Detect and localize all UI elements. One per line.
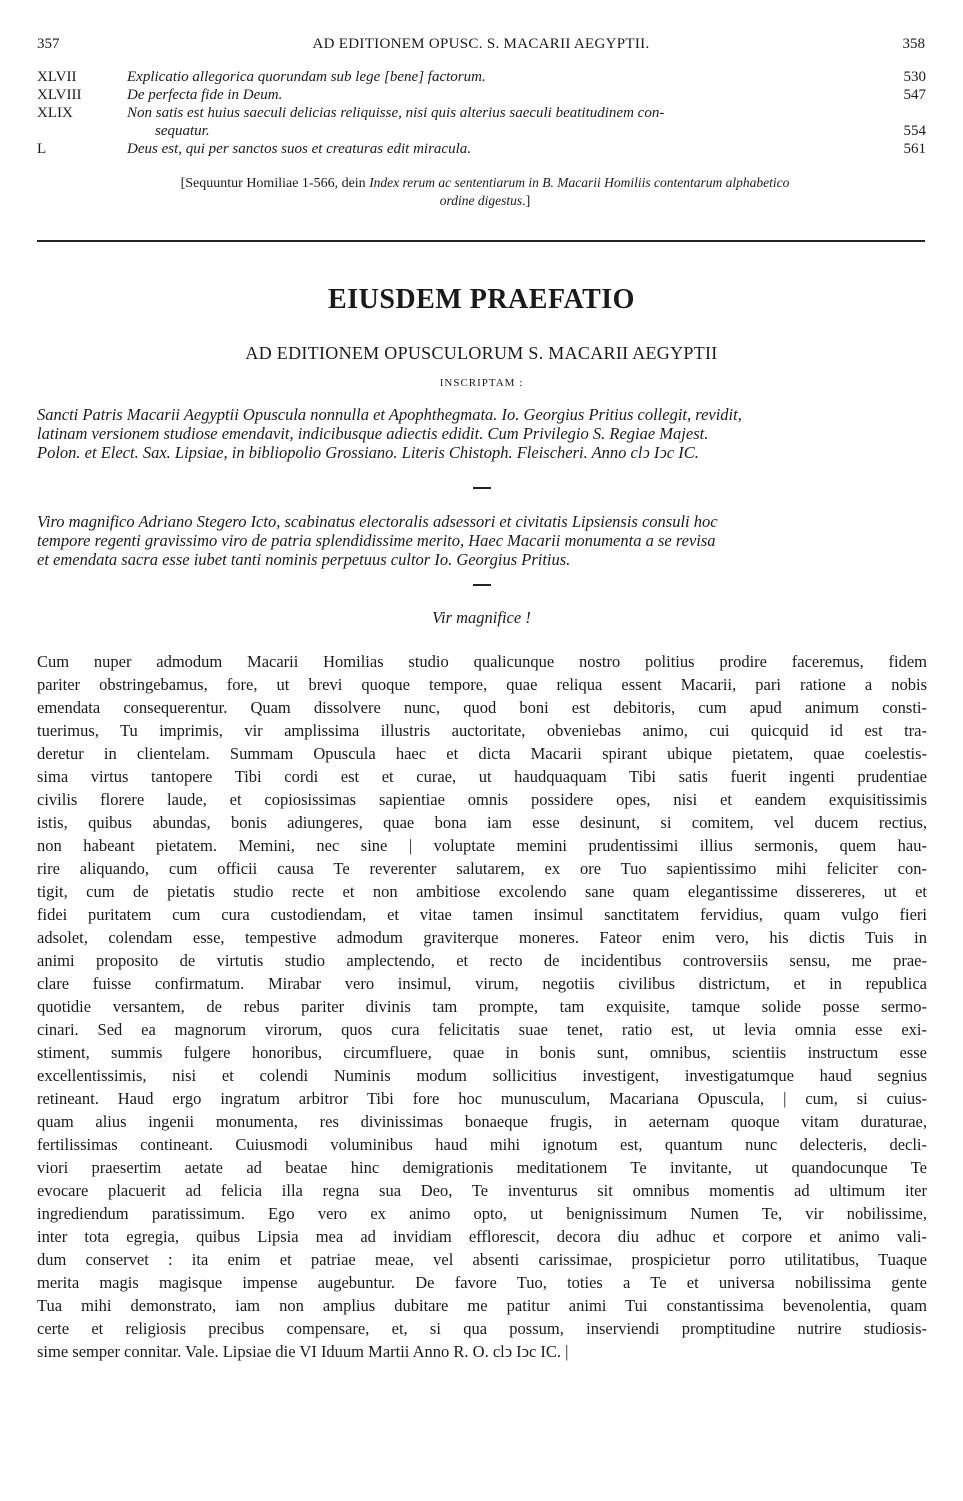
book-title-paragraph (37, 405, 927, 462)
toc-page: 554 (903, 123, 926, 139)
toc-page: 547 (903, 87, 926, 103)
body-line: sime semper connitar. Vale. Lipsiae die VI Iduum Martii Anno R. O. clↄ Iↄc IC. | (37, 1342, 569, 1361)
toc-title: Explicatio allegorica quorundam sub lege [bene] factorum. (127, 69, 486, 85)
body-line: fertilissimas contineant. Cuiusmodi voluminibus haud mihi ignotum est, quantum nunc delecteris, decli- (37, 1135, 927, 1154)
body-line: civilis florere laude, et copiosissimas sapientiae omnis possidere opes, nisi et eandem exquisitissimis (37, 790, 927, 809)
toc-page: 561 (903, 141, 926, 157)
body-line: Tua mihi demonstrato, iam non amplius dubitare me patitur animi Tui constantissima bevenolentia, quam (37, 1296, 927, 1315)
section-divider (37, 240, 925, 242)
short-dash-divider (473, 584, 491, 586)
sequuntur-italic-1: Index rerum ac sententiarum in B. Macarii Homiliis contentarum alphabetico (369, 175, 790, 190)
toc-page: 530 (903, 69, 926, 85)
body-line: quotidie versantem, de rebus pariter divinis tam prompte, tam exquisite, tamque solide posse sermo- (37, 997, 927, 1016)
toc-row (37, 68, 926, 86)
body-line: viori praesertim aetate ad beatae hinc demigrationis meditationem Te invitante, ut quandocunque Te (37, 1158, 927, 1177)
body-line: retineant. Haud ergo ingratum arbitror Tibi fore hoc munusculum, Macariana Opuscula, | cum, si cuius- (37, 1089, 927, 1108)
body-line: certe et religiosis precibus compensare, et, si qua possum, inserviendi promptitudine nutrire studiosis- (37, 1319, 927, 1338)
body-line: ingrediendum paratissimum. Ego vero ex animo opto, ut benignissimum Numen Te, vir nobilissime, (37, 1204, 927, 1223)
toc-number: XLVIII (37, 87, 82, 103)
toc-number: L (37, 141, 47, 157)
body-line: non habeant pietatem. Memini, nec sine | voluptate memini prudentissimi illius sermonis, quem hau- (37, 836, 927, 855)
body-line: evocare placuerit ad felicia illa regna sua Deo, Te inventurus sit omnibus momentis ad ultimum iter (37, 1181, 927, 1200)
body-line: quam alius ingenii monumenta, res divinissimas bonaeque frugis, in aeternam quoque vitam duraturae, (37, 1112, 927, 1131)
short-dash-divider (473, 487, 491, 489)
body-line: dum conservet : ita enim et patriae meae, vel absenti carissimae, prospicietur porro utilitatibus, Tuaque (37, 1250, 927, 1269)
toc-title-line: Non satis est huius saeculi delicias reliquisse, nisi quis alterius saeculi beatitudinem con- (127, 105, 665, 121)
toc-row (37, 140, 926, 158)
sequuntur-note (40, 174, 930, 210)
page-number-right: 358 (902, 36, 925, 52)
body-line: tigit, cum de pietatis studio recte et non ambitiose excolendo sane quam elegantissime dissereres, ut et (37, 882, 927, 901)
title-line: latinam versionem studiose emendavit, indicibusque adiectis edidit. Cum Privilegio S. Regiae Majest. (37, 424, 709, 443)
body-line: sima virtus tantopere Tibi cordi est et curae, ut haudquaquam Tibi satis fuerit ingenti prudentiae (37, 767, 927, 786)
sequuntur-end: .] (522, 194, 531, 209)
running-head (37, 36, 925, 58)
toc-row (37, 86, 926, 104)
body-paragraph (37, 650, 927, 1363)
salutation: Vir magnifice ! (432, 608, 531, 627)
table-of-contents (37, 68, 926, 158)
body-line: istis, quibus abundas, bonis adiungeres, quae bona iam esse desinunt, si comitem, vel ducem rectius, (37, 813, 927, 832)
dedication-line: et emendata sacra esse iubet tanti nominis perpetuus cultor Io. Georgius Pritius. (37, 550, 571, 569)
page-subtitle: AD EDITIONEM OPUSCULORUM S. MACARII AEGYPTII (245, 343, 718, 363)
inscript-label: INSCRIPTAM : (439, 377, 524, 389)
body-line: stiment, summis fulgere honoribus, circumfluere, quae in bonis sunt, omnibus, scientiis instructum esse (37, 1043, 927, 1062)
page-title: EIUSDEM PRAEFATIO (328, 284, 635, 315)
body-line: emendata consequerentur. Quam dissolvere nunc, quod boni est debitoris, cum apud animum consti- (37, 698, 927, 717)
body-line: inter tota egregia, quibus Lipsia mea ad invidiam efflorescit, decora diu adhuc et corpore et animo vali- (37, 1227, 927, 1246)
toc-number: XLVII (37, 69, 77, 85)
dedication-paragraph (37, 512, 927, 569)
body-line: animi proposito de virtutis studio amplectendo, et recto de incidentibus controversiis sensu, me prae- (37, 951, 927, 970)
dedication-line: Viro magnifico Adriano Stegero Icto, scabinatus electoralis adsessori et civitatis Lipsiensis consuli hoc (37, 512, 718, 531)
sequuntur-plain: [Sequuntur Homiliae 1-566, dein (180, 176, 370, 191)
body-line: clare fuisse confirmatum. Mirabar vero insimul, virum, negotiis civilibus districtum, et in republica (37, 974, 927, 993)
toc-number: XLIX (37, 105, 73, 121)
body-line: fidei puritatem cum cura custodiendam, et vitae tamen insimul sanctitatem fervidius, quam vulgo fieri (37, 905, 927, 924)
body-line: Cum nuper admodum Macarii Homilias studio qualicunque nostro politius prodire faceremus, fidem (37, 652, 927, 671)
toc-title-continuation: sequatur. (155, 123, 210, 139)
running-title: AD EDITIONEM OPUSC. S. MACARII AEGYPTII. (312, 36, 650, 52)
toc-row (37, 104, 926, 140)
body-line: excellentissimis, nisi et colendi Numinis modum sollicitius investigent, investigatumque haud segnius (37, 1066, 927, 1085)
toc-title: Deus est, qui per sanctos suos et creaturas edit miracula. (127, 141, 471, 157)
body-line: tuerimus, Tu imprimis, vir amplissima illustris auctoritate, obveniebas animo, cui quicquid id est tra- (37, 721, 927, 740)
body-line: adsolet, colendam esse, tempestive admodum graviterque moneres. Fateor enim vero, his dictis Tuis in (37, 928, 927, 947)
body-line: pariter obstringebamus, fore, ut brevi quoque tempore, quae reliqua essent Macarii, pari ratione a nobis (37, 675, 927, 694)
body-line: deretur in clientelam. Summam Opuscula haec et dicta Macarii spirant ubique pietatem, quae coelestis- (37, 744, 927, 763)
body-line: rire aliquando, cum officii causa Te reverenter salutarem, ex ore Tuo sapientissimo mihi feliciter con- (37, 859, 927, 878)
title-line: Polon. et Elect. Sax. Lipsiae, in bibliopolio Grossiano. Literis Chistoph. Fleischeri. Anno clↄ Iↄc IC. (37, 443, 699, 462)
title-line: Sancti Patris Macarii Aegyptii Opuscula nonnulla et Apophthegmata. Io. Georgius Pritius collegit, revidit, (37, 405, 742, 424)
body-line: cinari. Sed ea magnorum virorum, quos cura felicitatis suae tenet, ratio est, ut levia omnia esse exi- (37, 1020, 927, 1039)
sequuntur-italic-2: ordine digestus (439, 193, 523, 208)
toc-title (127, 104, 887, 140)
page-number-left: 357 (37, 36, 60, 52)
dedication-line: tempore regenti gravissimo viro de patria splendidissime merito, Haec Macarii monumenta a se revisa (37, 531, 716, 550)
body-line: merita magis magisque impense augebuntur. De favore Tuo, toties a Te et universa nobilissima gente (37, 1273, 927, 1292)
toc-title: De perfecta fide in Deum. (127, 87, 283, 103)
